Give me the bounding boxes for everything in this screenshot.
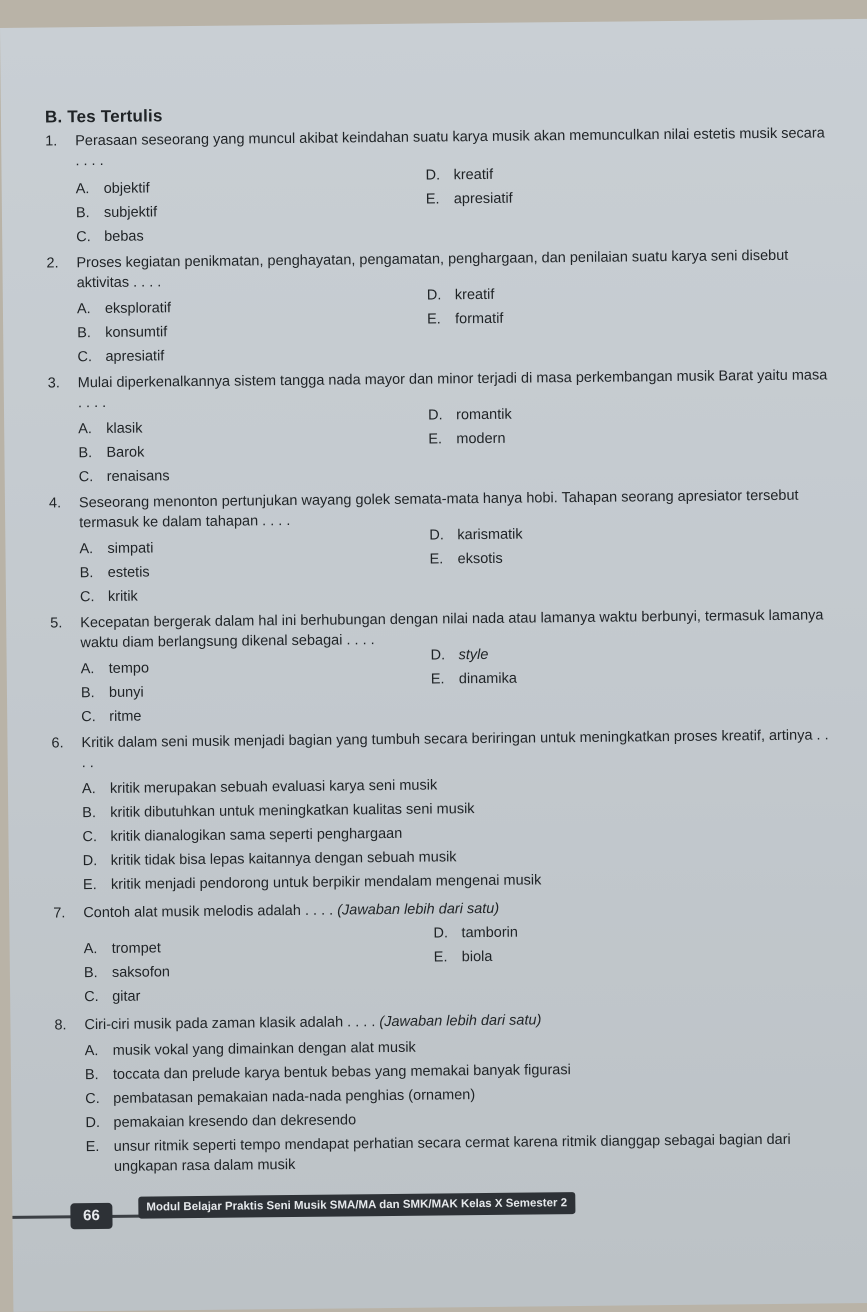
section-title: B. Tes Tertulis: [44, 106, 163, 127]
q1-option-d[interactable]: D. kreatif: [425, 166, 494, 184]
question-4: 4. Seseorang menonton pertunjukan wayang golek semata-mata hanya hobi. Tahapan seorang apresiator tersebut termasuk ke dalam tahapan . . . .: [48, 487, 799, 532]
q1-option-e[interactable]: E. apresiatif: [425, 190, 513, 208]
q4-option-e[interactable]: E. eksotis: [429, 550, 503, 568]
q5-option-d[interactable]: D. style: [430, 646, 489, 664]
question-2: 2. Proses kegiatan penikmatan, penghayatan, pengamatan, penghargaan, dan penilaian suatu karya seni disebut aktivitas . . . .: [46, 247, 789, 292]
q7-option-c[interactable]: C. gitar: [84, 988, 141, 1006]
q8-option-d[interactable]: D. pemakaian kresendo dan dekresendo: [85, 1112, 357, 1132]
q6-option-e[interactable]: E. kritik menjadi pendorong untuk berpikir mendalam mengenai musik: [82, 872, 542, 894]
q8-option-c[interactable]: C. pembatasan pemakaian nada-nada penghias (ornamen): [85, 1087, 476, 1108]
question-7: 7. Contoh alat musik melodis adalah . . . . (Jawaban lebih dari satu): [53, 900, 500, 922]
q2-option-b[interactable]: B. konsumtif: [77, 324, 168, 342]
question-8: 8. Ciri-ciri musik pada zaman klasik adalah . . . . (Jawaban lebih dari satu): [54, 1012, 542, 1034]
question-note: (Jawaban lebih dari satu): [337, 900, 500, 919]
q7-option-d[interactable]: D. tamborin: [433, 924, 519, 942]
module-title-label: Modul Belajar Praktis Seni Musik SMA/MA dan SMK/MAK Kelas X Semester 2: [138, 1192, 575, 1219]
q7-option-e[interactable]: E. biola: [433, 948, 493, 966]
worksheet-page: [0, 19, 867, 1312]
q7-option-a[interactable]: A. trompet: [83, 940, 161, 958]
q3-option-a[interactable]: A. klasik: [78, 420, 143, 438]
q4-option-a[interactable]: A. simpati: [79, 540, 154, 558]
question-1: [45, 123, 825, 171]
q8-option-b[interactable]: B. toccata dan prelude karya bentuk bebas yang memakai banyak figurasi: [84, 1062, 571, 1084]
q3-option-e[interactable]: E. modern: [428, 430, 506, 448]
question-3: 3. Mulai diperkenalkannya sistem tangga nada mayor dan minor terjadi di masa perkembangan musik Barat yaitu masa . . . .: [47, 367, 828, 412]
q2-option-e[interactable]: E. formatif: [426, 310, 504, 328]
question-text: Perasaan seseorang yang muncul akibat keindahan suatu karya musik akan memunculkan nilai estetis musik secara . . . .: [75, 125, 825, 170]
q1-option-c[interactable]: C. bebas: [76, 228, 144, 246]
q8-option-e[interactable]: E. unsur ritmik seperti tempo mendapat perhatian secara cermat karena ritmik dianggap sebagai bagian dari ungkapan rasa dalam musik: [85, 1131, 791, 1175]
page-number: 66: [70, 1203, 112, 1229]
q5-option-b[interactable]: B. bunyi: [80, 684, 144, 702]
question-5: 5. Kecepatan bergerak dalam hal ini berhubungan dengan nilai nada atau lamanya waktu berbunyi, termasuk lamanya waktu diam berlangsung dikenal sebagai . . . .: [50, 607, 824, 652]
q3-option-d[interactable]: D. romantik: [427, 406, 512, 424]
q5-option-c[interactable]: C. ritme: [81, 708, 142, 726]
q6-option-b[interactable]: B. kritik dibutuhkan untuk meningkatkan kualitas seni musik: [82, 801, 475, 822]
q6-option-a[interactable]: A. kritik merupakan sebuah evaluasi karya seni musik: [81, 777, 438, 798]
question-note: (Jawaban lebih dari satu): [379, 1012, 542, 1031]
q6-option-c[interactable]: C. kritik dianalogikan sama seperti penghargaan: [82, 825, 403, 846]
q5-option-e[interactable]: E. dinamika: [430, 670, 517, 688]
q7-option-b[interactable]: B. saksofon: [83, 964, 171, 982]
q3-option-c[interactable]: C. renaisans: [78, 468, 170, 486]
q4-option-c[interactable]: C. kritik: [79, 588, 138, 606]
q6-option-d[interactable]: D. kritik tidak bisa lepas kaitannya dengan sebuah musik: [82, 849, 457, 870]
q3-option-b[interactable]: B. Barok: [78, 444, 145, 462]
question-number: 1.: [45, 133, 58, 150]
q5-option-a[interactable]: A. tempo: [80, 660, 150, 678]
question-6: 6. Kritik dalam seni musik menjadi bagian yang tumbuh secara beriringan untuk meningkatkan proses kreatif, artinya . . . .: [51, 727, 829, 772]
q1-option-a[interactable]: A. objektif: [75, 180, 150, 198]
q8-option-a[interactable]: A. musik vokal yang dimainkan dengan alat musik: [84, 1039, 416, 1060]
q2-option-a[interactable]: A. eksploratif: [76, 300, 172, 318]
q4-option-d[interactable]: D. karismatik: [429, 526, 523, 544]
q2-option-c[interactable]: C. apresiatif: [77, 348, 165, 366]
q1-option-b[interactable]: B. subjektif: [75, 204, 158, 222]
q4-option-b[interactable]: B. estetis: [79, 564, 150, 582]
q2-option-d[interactable]: D. kreatif: [426, 286, 495, 304]
